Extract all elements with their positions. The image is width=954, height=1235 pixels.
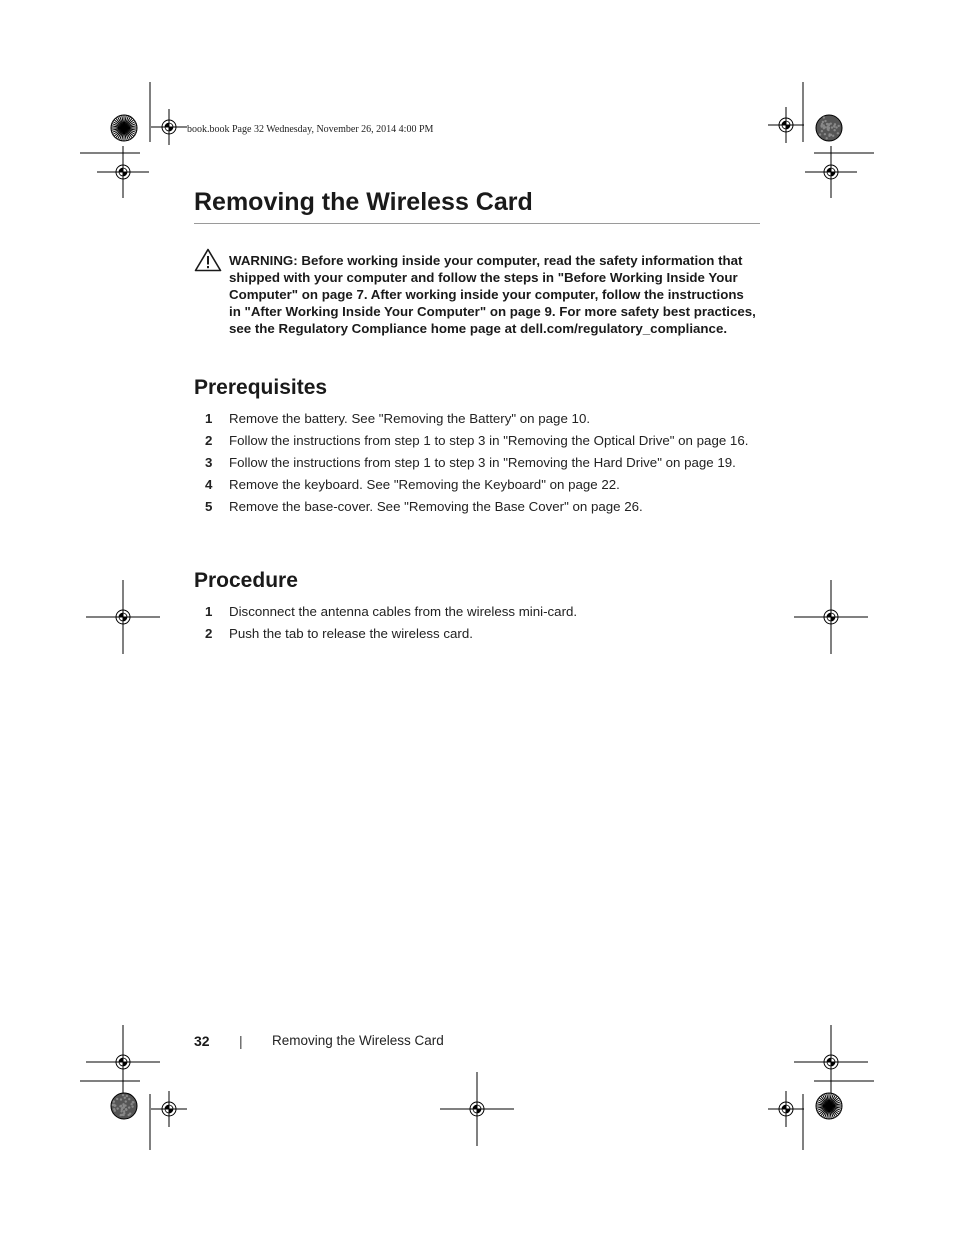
list-item [0, 454, 954, 471]
color-wheel-icon [816, 115, 842, 141]
list-item [0, 432, 954, 449]
registration-mark-icon [97, 146, 149, 198]
list-item [0, 498, 954, 515]
step-text: Disconnect the antenna cables from the wireless mini-card. [229, 604, 578, 619]
prerequisites-heading: Prerequisites [194, 376, 328, 399]
list-item [0, 603, 954, 620]
prerequisites-list [0, 410, 954, 520]
registration-mark-icon [805, 146, 857, 198]
print-info: book.book Page 32 Wednesday, November 26, 2014 4:00 PM [187, 124, 434, 135]
step-number: 1 [205, 604, 213, 619]
step-number: 1 [205, 411, 213, 426]
color-wheel-icon [816, 1093, 842, 1119]
step-text: Follow the instructions from step 1 to step 3 in "Removing the Optical Drive" on page 16. [229, 433, 749, 448]
footer-page-number: 32 [194, 1033, 210, 1049]
step-number: 5 [205, 499, 213, 514]
step-text: Remove the battery. See "Removing the Battery" on page 10. [229, 411, 591, 426]
warning-triangle-icon [194, 248, 222, 272]
step-number: 4 [205, 477, 213, 492]
procedure-list [0, 603, 954, 647]
list-item [0, 410, 954, 427]
list-item [0, 625, 954, 642]
registration-mark-icon [151, 1091, 187, 1127]
title-divider [194, 223, 760, 224]
footer-separator: | [239, 1033, 243, 1049]
registration-mark-icon [86, 1025, 160, 1099]
registration-mark-icon [768, 1091, 804, 1127]
step-number: 3 [205, 455, 213, 470]
footer-section-title: Removing the Wireless Card [272, 1033, 444, 1048]
color-wheel-icon [111, 1093, 137, 1119]
step-number: 2 [205, 626, 213, 641]
crop-line [803, 82, 874, 153]
color-wheel-icon [111, 115, 137, 141]
step-text: Remove the base-cover. See "Removing the Base Cover" on page 26. [229, 499, 643, 514]
procedure-heading: Procedure [194, 569, 298, 592]
step-text: Push the tab to release the wireless card. [229, 626, 473, 641]
step-text: Remove the keyboard. See "Removing the Keyboard" on page 22. [229, 477, 620, 492]
registration-mark-icon [151, 109, 187, 145]
registration-mark-icon [794, 1025, 868, 1099]
registration-mark-icon [440, 1072, 514, 1146]
list-item [0, 476, 954, 493]
step-number: 2 [205, 433, 213, 448]
crop-line [80, 82, 150, 153]
page-title: Removing the Wireless Card [194, 188, 533, 216]
registration-mark-icon [768, 107, 804, 143]
step-text: Follow the instructions from step 1 to step 3 in "Removing the Hard Drive" on page 19. [229, 455, 736, 470]
warning-text: WARNING: Before working inside your computer, read the safety information that shipped with your computer and follow the steps in "Before Working Inside Your Computer" on page 7. After working inside your computer, follow the instructions in "After Working Inside Your Computer" on page 9. For more safety best practices, see the Regulatory Compliance home page at dell.com/regulatory_compliance. [229, 253, 756, 336]
